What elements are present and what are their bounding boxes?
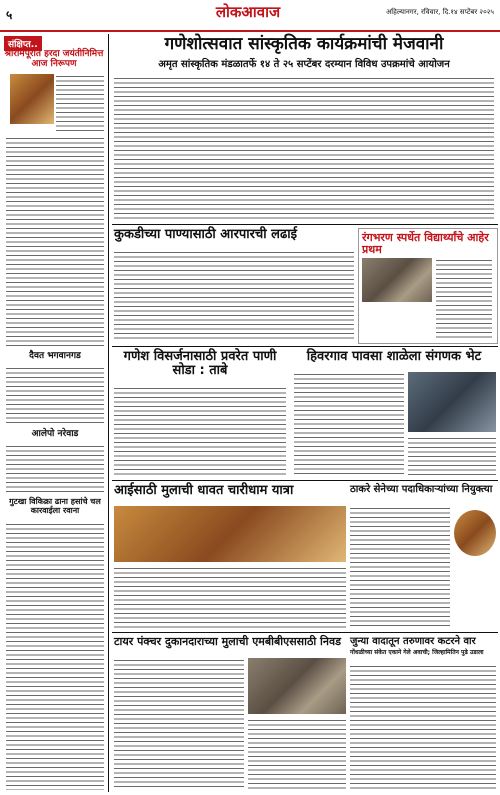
party-emblem [454,510,496,556]
thakre-text [350,506,450,628]
sidebar-text-1 [56,74,104,134]
aaisathi-photo [114,506,346,562]
sidebar-text-2 [6,136,104,346]
dateline: अहिल्यानगर, रविवार, दि.१४ सप्टेंबर २०२५ [385,8,494,16]
hivargav-text [294,372,404,476]
thakre-headline: ठाकरे सेनेच्या पदाधिकाऱ्यांच्या नियुक्त्या [350,484,493,495]
sidebar-headline-1: श्रीरामपूरात हरदा जयंतीनिमित्त आज निरूपण [4,49,104,69]
rangbharan-photo [362,258,432,302]
rangbharan-headline: रंगभरण स्पर्धेत विद्यार्थ्यांचे आहेर प्रथम [362,231,489,257]
aaisathi-text [114,566,346,628]
main-headline: गणेशोत्सवात सांस्कृतिक कार्यक्रमांची मेजवानी [164,34,444,54]
sidebar-text-5 [6,522,104,790]
junya-subheadline: गोंधळीच्या संकेत एकाने गेले अवाची; जिल्हामितिन पुढे उडाला [350,649,484,656]
tyre-text [114,658,244,790]
section-rule [112,224,498,225]
sidebar-headline-4: गुटखा विकिक्रा ढाना हसांचे चल कारवाईला रवाना [9,497,101,515]
hivargav-photo [408,372,496,432]
aaisathi-headline: आईसाठी मुलाची धावत चारीधाम यात्रा [114,483,294,498]
ganesh-text [114,386,286,476]
sidebar-headline-3: आलेपाे नरेवाड [31,429,79,439]
sidebar-text-4 [6,444,104,494]
section-rule-4 [112,632,498,633]
kukdi-text [114,250,354,342]
section-rule-2 [112,346,498,347]
hivargav-headline: हिवरगाव पावसा शाळेला संगणक भेट [306,349,482,364]
tyre-headline: टायर पंक्चर दुकानदाराच्या मुलाची एमबीबीएससाठी निवड [114,635,341,648]
junya-text [350,664,496,790]
tyre-photo [248,658,346,714]
section-rule-3 [112,480,498,481]
main-subheadline: अमृत सांस्कृतिक मंडळातर्फे १४ ते २५ सप्टेंबर दरम्यान विविध उपक्रमांचे आयोजन [158,59,450,70]
column-rule [108,34,109,792]
rangbharan-text [436,258,492,338]
masthead [0,0,500,32]
sidebar-text-3 [6,366,104,426]
sidebar-photo [10,74,54,124]
newspaper-logo: लोकआवाज [215,3,281,21]
main-story-text [114,76,494,220]
sidebar-headline-2: दैवत भगवानगड [29,351,81,361]
page-number: ५ [6,8,13,22]
ganesh-headline: गणेश विसर्जनासाठी प्रवरेत पाणी सोडा : ताबे [123,349,277,378]
kukdi-headline: कुकडीच्या पाण्यासाठी आरपारची लढाई [114,227,298,242]
tyre-text-2 [248,718,346,790]
junya-headline: जुन्या वादातून तरुणावर कटरने वार [350,636,476,647]
hivargav-text-2 [408,436,496,476]
sidebar-tag: संक्षिप्त.. [4,36,42,51]
